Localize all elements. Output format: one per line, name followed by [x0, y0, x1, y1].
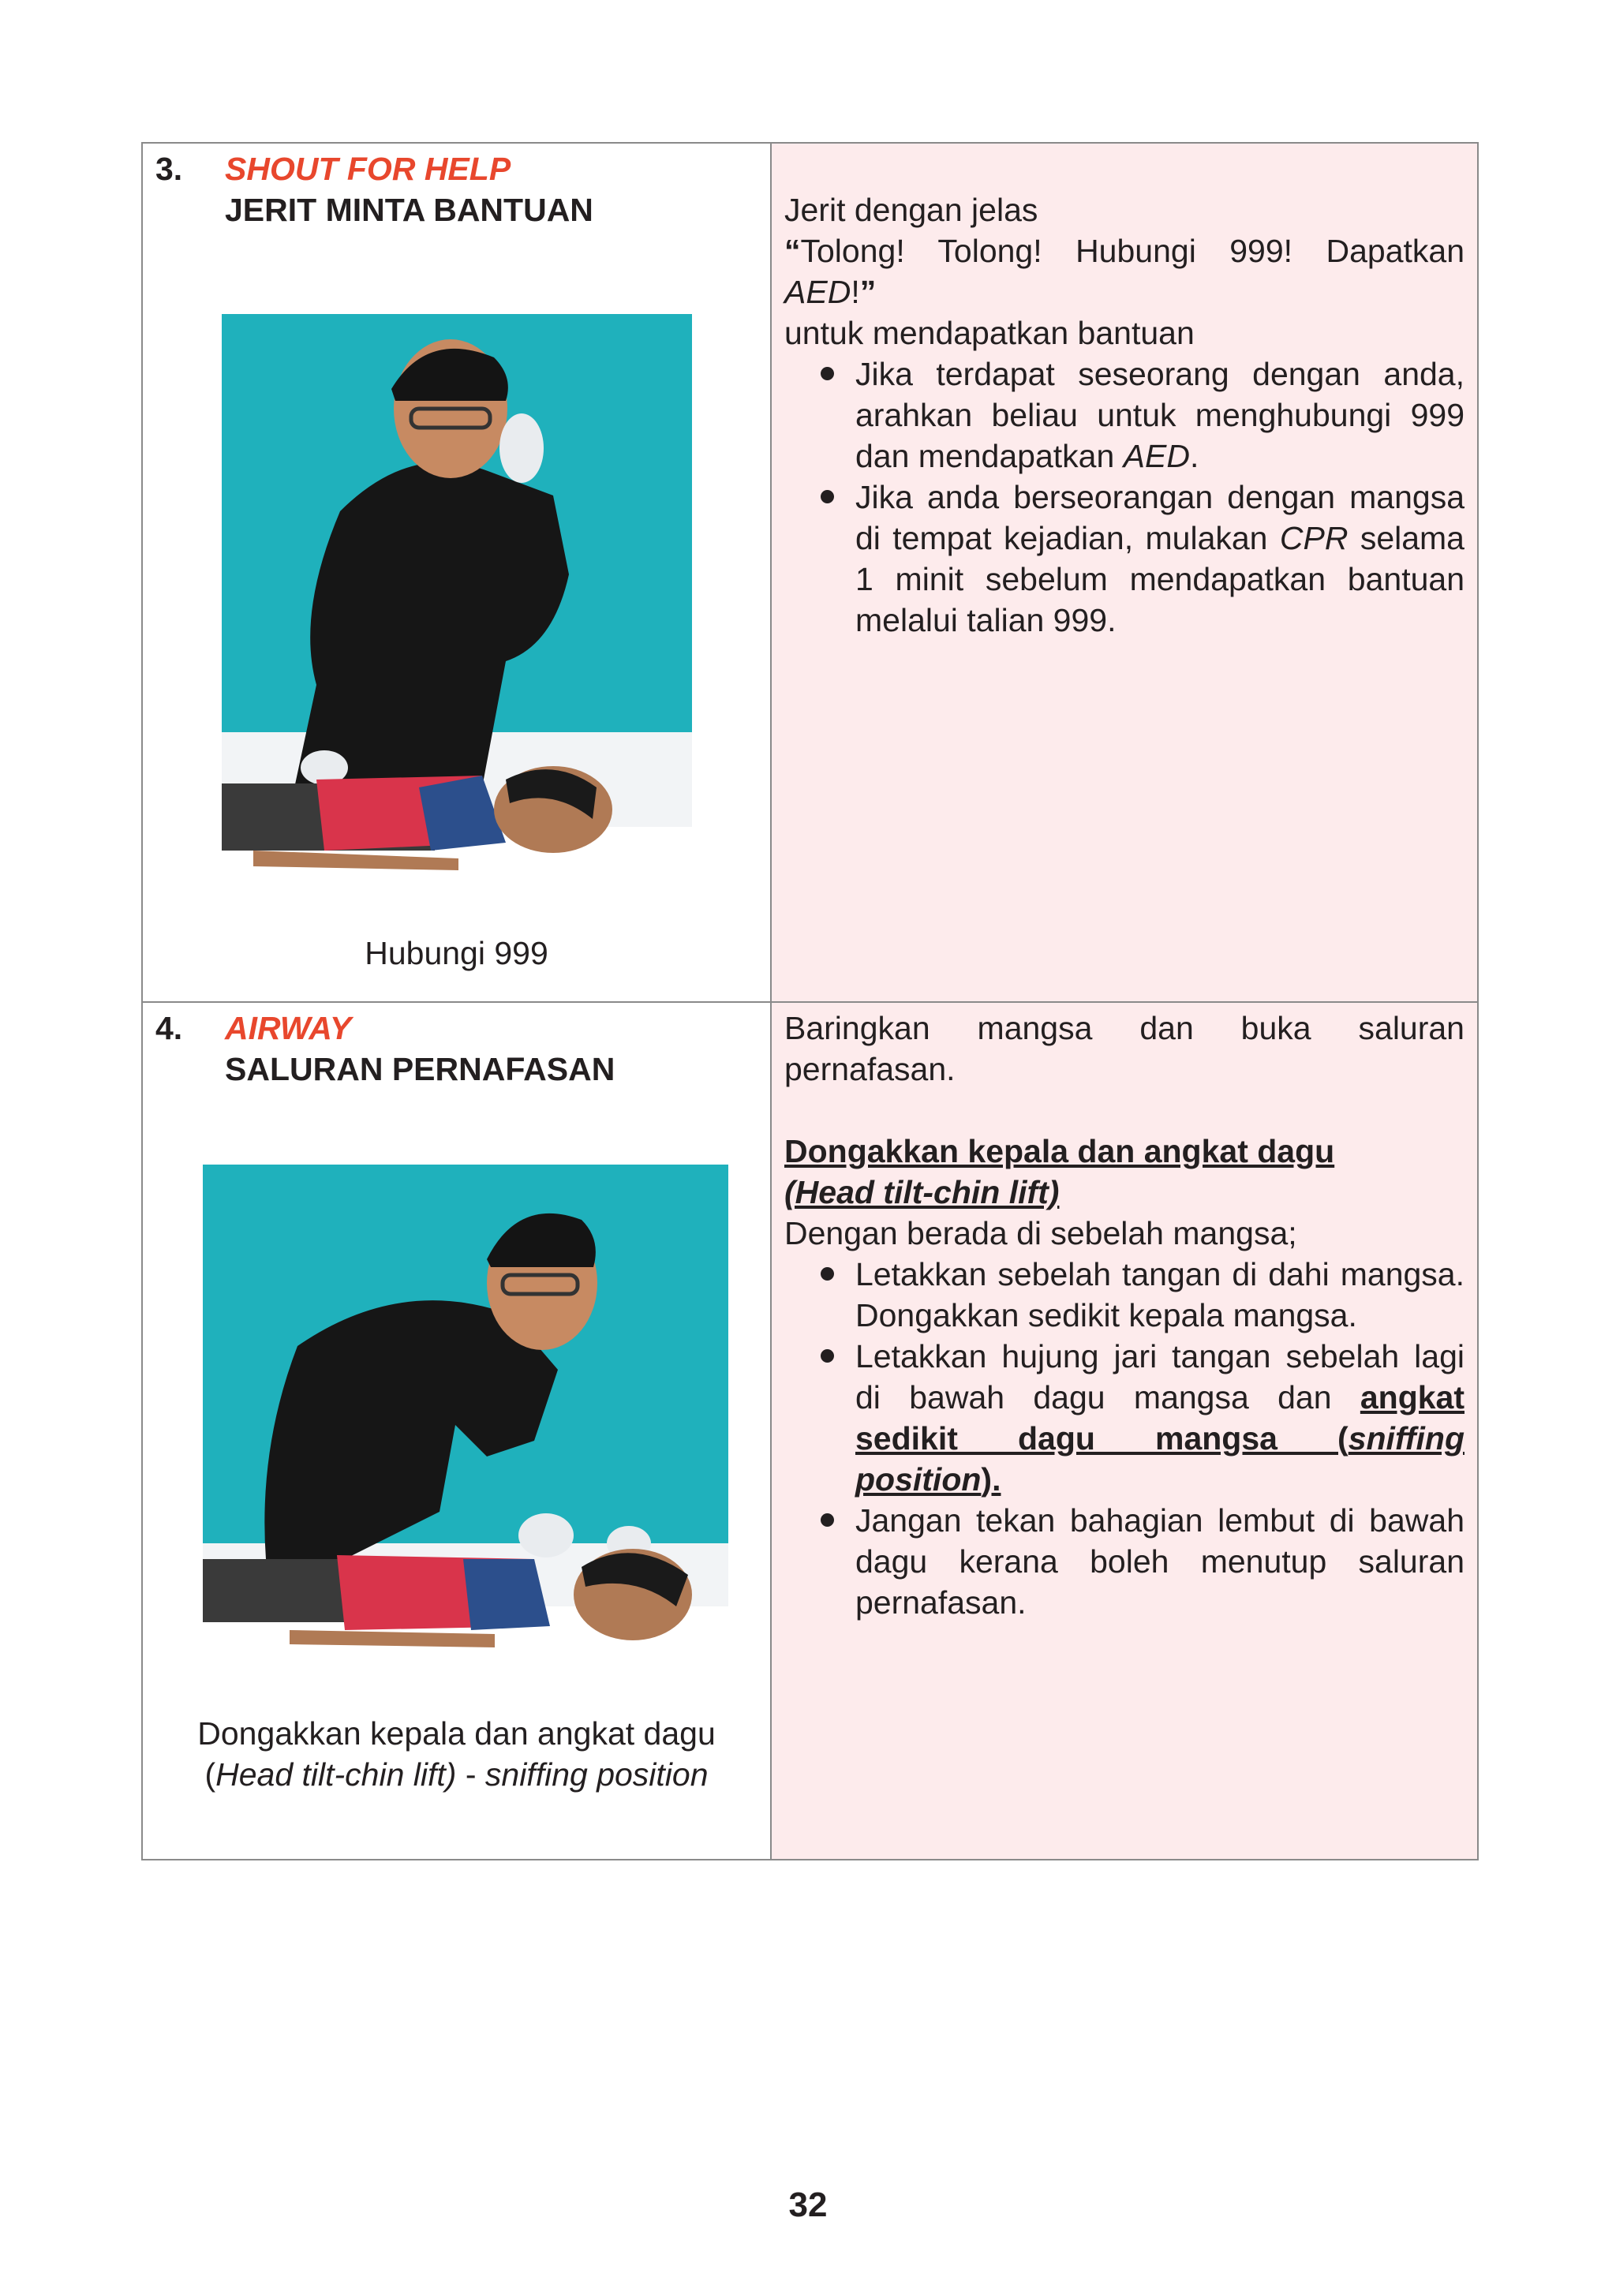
step-title-en: AIRWAY [225, 1010, 352, 1046]
bullet-tail: . [1189, 438, 1199, 474]
quote-aed: AED [784, 274, 851, 310]
step-4-instructions [772, 1003, 1477, 1623]
instruction-intro: Jerit dengan jelas [784, 192, 1038, 228]
step-4-bullet-list [784, 1254, 1464, 1623]
step-number: 3. [155, 151, 183, 187]
step-4-left-cell [142, 1002, 771, 1860]
bullet-bold-end: ). [981, 1461, 1001, 1498]
step-3-right-cell [771, 143, 1478, 1002]
quote-mark-close: ” [859, 274, 877, 310]
photo-caption: Hubungi 999 [365, 935, 548, 971]
subheading: Dongakkan kepala dan angkat dagu [784, 1133, 1335, 1169]
bullet-bold-italic: sniffing position [855, 1420, 1464, 1498]
step-row-4 [142, 1002, 1478, 1860]
photo-call-999 [222, 314, 692, 882]
bullet-item [855, 477, 1464, 641]
bullet-text: Jika anda berseorangan dengan mangsa di tempat kejadian, mulakan [855, 479, 1464, 556]
step-title-en: SHOUT FOR HELP [225, 151, 511, 187]
spacer [784, 1090, 1464, 1131]
bullet-text: Jika terdapat seseorang dengan anda, arahkan beliau untuk menghubungi 999 dan mendapatkan [855, 356, 1464, 474]
bullet-bold: angkat sedikit dagu mangsa ( [855, 1379, 1464, 1457]
caption-italic-2: sniffing position [484, 1756, 709, 1793]
bullet-text: Letakkan hujung jari tangan sebelah lagi di bawah dagu mangsa dan [855, 1338, 1464, 1415]
step-3-left-cell [142, 143, 771, 1002]
rescuer-phone-illustration [222, 314, 692, 882]
quote-body: Tolong! Tolong! Hubungi 999! Dapatkan [800, 233, 1464, 269]
caption-line-1: Dongakkan kepala dan angkat dagu [197, 1715, 716, 1752]
bullet-italic: CPR [1279, 520, 1349, 556]
shout-quote [784, 230, 1464, 312]
subheading-en: (Head tilt-chin lift) [784, 1174, 1060, 1210]
caption-italic: Head tilt-chin lift) [215, 1756, 457, 1793]
caption-line-2 [143, 1754, 770, 1795]
photo-head-tilt [203, 1165, 728, 1666]
quote-exclaim: ! [851, 274, 860, 310]
bullet-item: Letakkan sebelah tangan di dahi mangsa. Dongakkan sedikit kepala mangsa. [855, 1254, 1464, 1336]
step-3-instructions [772, 144, 1477, 641]
instruction-purpose: untuk mendapatkan bantuan [784, 315, 1195, 351]
bullet-tail: selama 1 minit sebelum mendapatkan bantuan melalui talian 999. [855, 520, 1464, 638]
caption-paren: ( [204, 1756, 216, 1793]
step-title-ms: JERIT MINTA BANTUAN [225, 192, 593, 228]
bullet-item [855, 353, 1464, 477]
instruction-intro: Baringkan mangsa dan buka saluran pernafasan. [784, 1010, 1464, 1087]
step-3-bullet-list [784, 353, 1464, 641]
step-title-ms: SALURAN PERNAFASAN [225, 1051, 615, 1087]
steps-table [141, 142, 1479, 1860]
quote-mark-open: “ [784, 233, 801, 269]
caption-dash: - [456, 1756, 485, 1793]
page-number: 32 [788, 2186, 828, 2224]
bullet-item: Jangan tekan bahagian lembut di bawah dagu kerana boleh menutup saluran pernafasan. [855, 1500, 1464, 1623]
rescuer-head-tilt-illustration [203, 1165, 728, 1666]
step-number: 4. [155, 1010, 183, 1046]
photo-caption [143, 1713, 770, 1795]
step-row-3 [142, 143, 1478, 1002]
step-4-right-cell [771, 1002, 1478, 1860]
bullet-italic: AED [1123, 438, 1190, 474]
instruction-position: Dengan berada di sebelah mangsa; [784, 1215, 1297, 1251]
bullet-item [855, 1336, 1464, 1500]
